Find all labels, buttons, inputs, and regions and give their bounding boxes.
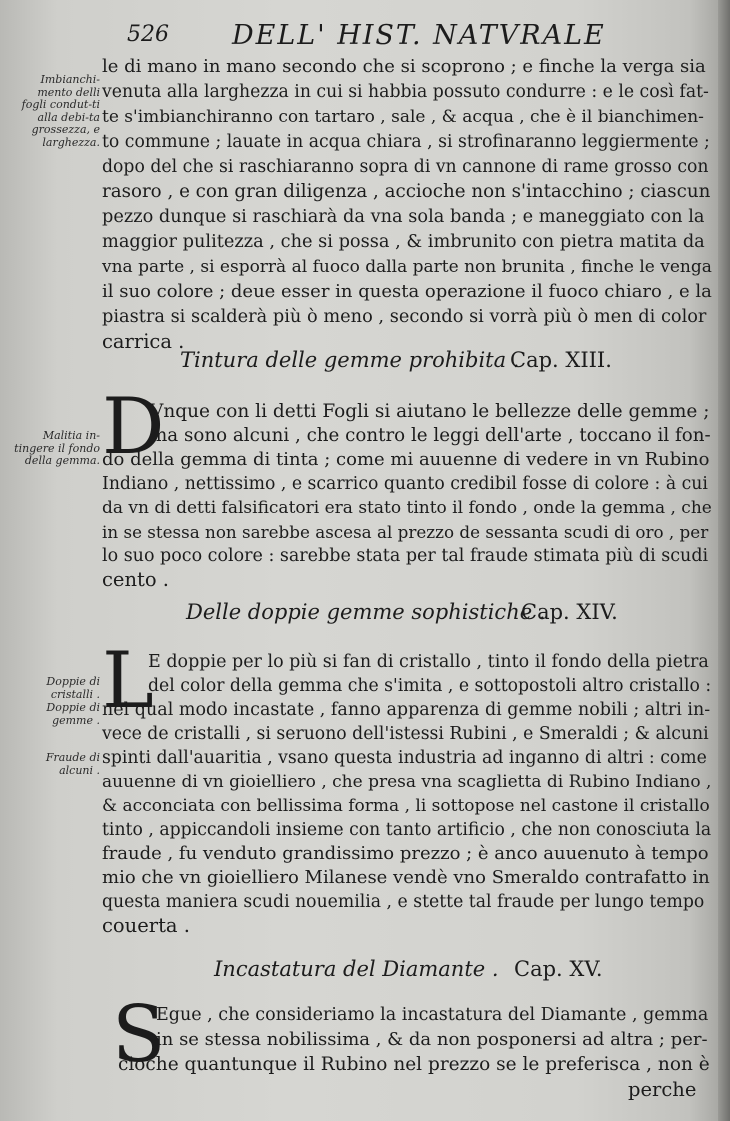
text-line: ma sono alcuni , che contro le leggi dell'arte , toccano il fon-	[150, 425, 711, 446]
margin-note: Doppie di cristalli .	[46, 675, 100, 701]
text-line: rasoro , e con gran diligenza , accioche non s'intacchino ; ciascun	[102, 181, 711, 202]
text-line: perche	[628, 1078, 697, 1101]
text-line: to commune ; lauate in acqua chiara , si strofinaranno leggiermente ;	[102, 132, 710, 152]
text-line: venuta alla larghezza in cui si habbia possuto condurre : e le così fat-	[102, 82, 709, 102]
text-line: Egue , che consideriamo la incastatura del Diamante , gemma	[156, 1005, 709, 1025]
text-line: da vn di detti falsificatori era stato tinto il fondo , onde la gemma , che	[102, 498, 712, 518]
chapter-heading	[214, 957, 634, 981]
chapter-title: Tintura delle gemme prohibita .	[180, 348, 520, 372]
text-line: nel qual modo incastate , fanno apparenza di gemme nobili ; altri in-	[102, 700, 711, 720]
margin-note: Fraude di alcuni .	[45, 751, 100, 777]
text-line: maggior pulitezza , che si possa , & imbrunito con pietra matita da	[102, 232, 705, 252]
text-line: couerta .	[102, 914, 190, 937]
text-line: le di mano in mano secondo che si scoprono ; e finche la verga sia	[102, 56, 706, 77]
text-line: vna parte , si esporrà al fuoco dalla parte non brunita , finche le venga	[102, 257, 712, 277]
text-line: do della gemma di tinta ; come mi auuenne di vedere in vn Rubino	[102, 449, 710, 470]
text-line: auuenne di vn gioielliero , che presa vna scaglietta di Rubino Indiano ,	[102, 772, 712, 792]
text-line: cento .	[102, 568, 169, 591]
text-line: piastra si scalderà più ò meno , secondo si vorrà più ò men di color	[102, 307, 707, 327]
text-line: questa maniera scudi nouemilia , e stette tal fraude per lungo tempo	[102, 892, 705, 912]
text-line: E doppie per lo più si fan di cristallo , tinto il fondo della pietra	[148, 652, 709, 672]
text-line: Vnque con li detti Fogli si aiutano le bellezze delle gemme ;	[150, 401, 710, 422]
text-line: Indiano , nettissimo , e scarrico quanto credibil fosse di colore : à cui	[102, 474, 708, 494]
page-edge	[718, 0, 730, 1121]
margin-note: Imbianchi-mento delli fogli condut-ti alla debi-ta grossezza, e larghezza.	[21, 73, 100, 149]
drop-cap: D	[102, 382, 165, 472]
text-line: te s'imbianchiranno con tartaro , sale , & acqua , che è il bianchimen-	[102, 107, 704, 127]
text-line: in se stessa non sarebbe ascesa al prezzo de sessanta scudi di oro , per	[102, 522, 709, 542]
drop-cap: L	[102, 636, 154, 726]
page-number: 526	[127, 22, 169, 47]
text-line: cioche quantunque il Rubino nel prezzo se le preferisca , non è	[118, 1054, 710, 1075]
text-line: in se stessa nobilissima , & da non posponersi ad altra ; per-	[156, 1029, 708, 1050]
text-line: pezzo dunque si raschiarà da vna sola banda ; e maneggiato con la	[102, 207, 705, 227]
text-line: il suo colore ; deue esser in questa operazione il fuoco chiaro , e la	[102, 281, 712, 302]
chapter-title: Delle doppie gemme sophistiche .	[186, 600, 546, 624]
chapter-heading	[180, 348, 620, 372]
chapter-number: Cap. XV.	[514, 957, 603, 981]
text-line: tinto , appiccandoli insieme con tanto artificio , che non conosciuta la	[102, 820, 712, 840]
chapter-number: Cap. XIII.	[510, 348, 612, 372]
text-line: fraude , fu venduto grandissimo prezzo ; è anco auuenuto à tempo	[102, 843, 709, 864]
text-line: dopo del che si raschiaranno sopra di vn cannone di rame grosso con	[102, 157, 709, 177]
chapter-heading	[186, 600, 636, 624]
chapter-title: Incastatura del Diamante .	[214, 957, 499, 981]
text-line: lo suo poco colore : sarebbe stata per tal fraude stimata più di scudi	[102, 546, 709, 566]
drop-cap: S	[112, 990, 166, 1080]
margin-note: Doppie di gemme .	[46, 701, 100, 727]
chapter-number: Cap. XIV.	[521, 600, 618, 624]
text-line: spinti dall'auaritia , vsano questa industria ad inganno di altri : come	[102, 748, 707, 768]
text-line: carrica .	[102, 330, 185, 353]
running-title: DELL' HIST. NATVRALE	[232, 20, 606, 51]
text-line: vece de cristalli , si seruono dell'istessi Rubini , e Smeraldi ; & alcuni	[102, 724, 709, 744]
text-line: del color della gemma che s'imita , e sottopostoli altro cristallo :	[148, 676, 712, 696]
margin-note: Malitia in-tingere il fondo della gemma.	[14, 429, 100, 467]
text-line: & acconciata con bellissima forma , li sottopose nel castone il cristallo	[102, 796, 710, 816]
text-line: mio che vn gioielliero Milanese vendè vno Smeraldo contrafatto in	[102, 867, 710, 888]
